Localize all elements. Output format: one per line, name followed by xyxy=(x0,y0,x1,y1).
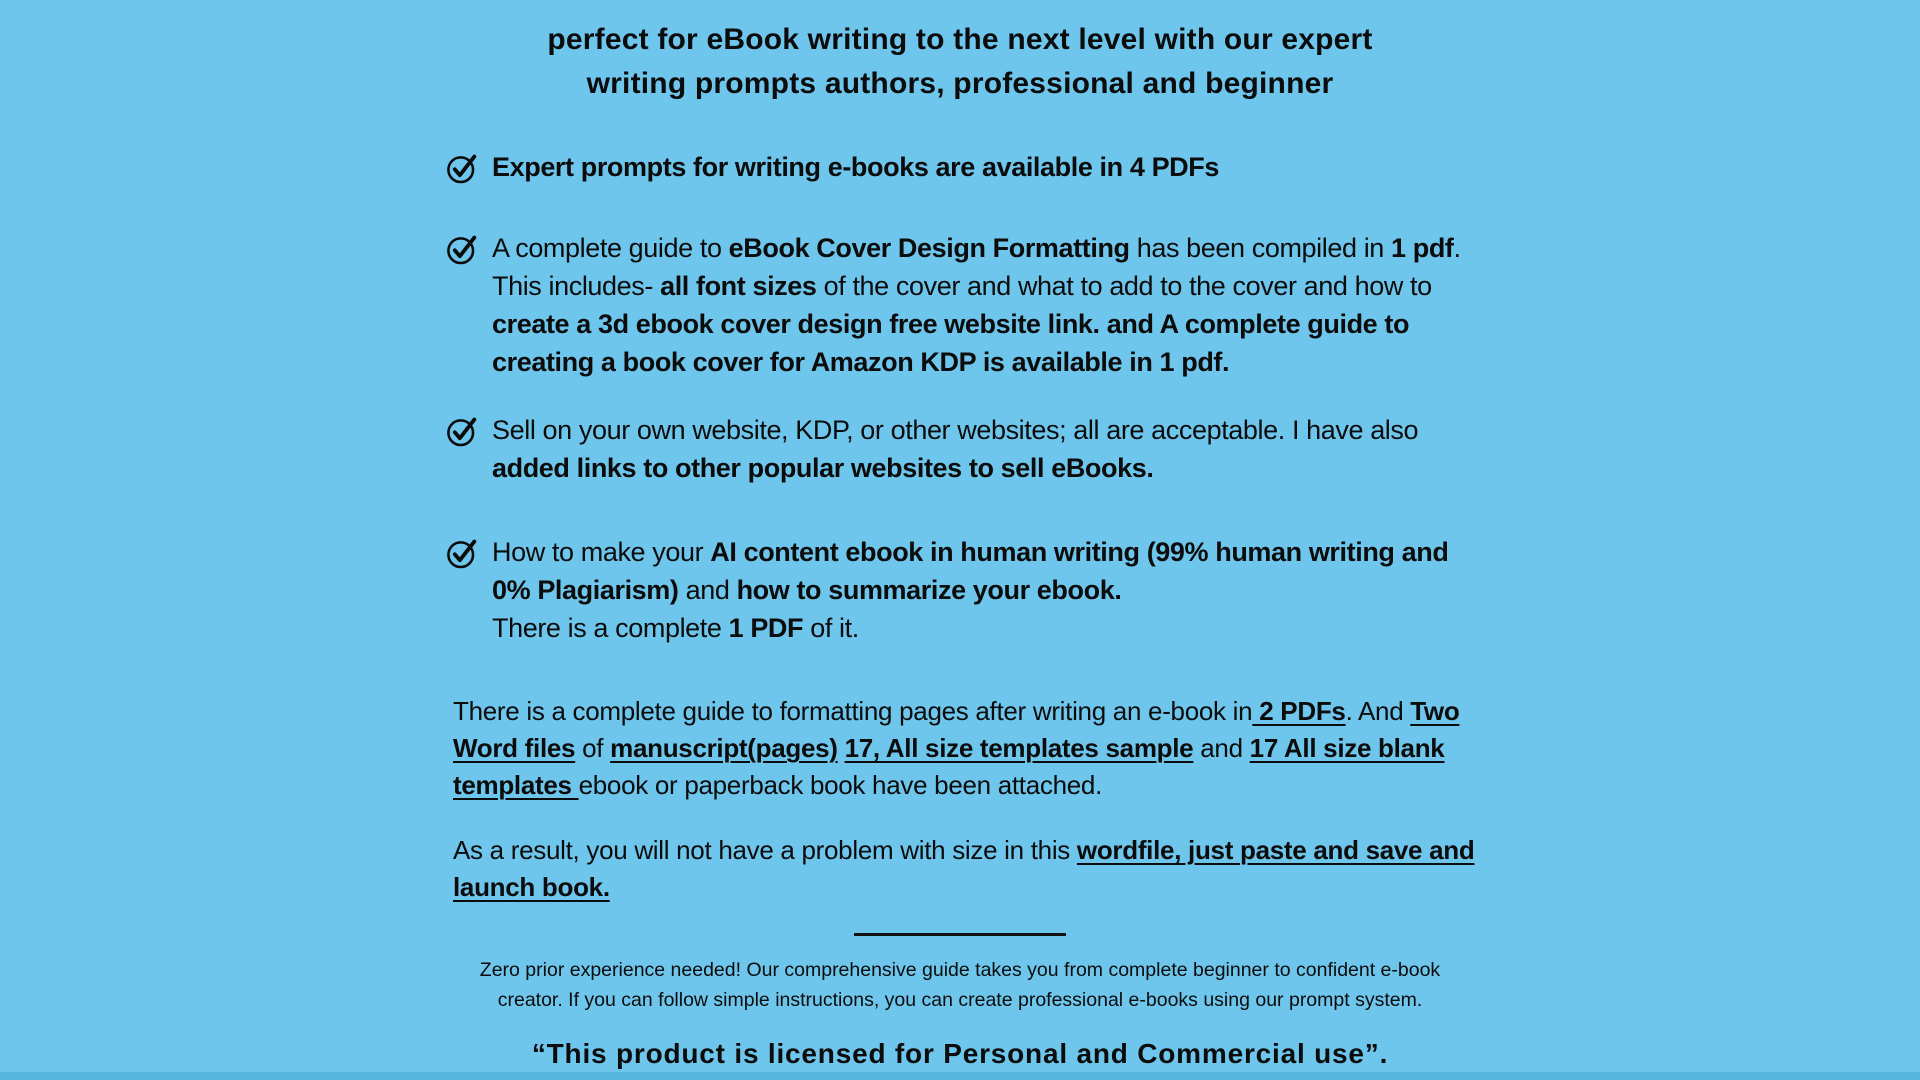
horizontal-divider xyxy=(854,933,1066,936)
checklist-item xyxy=(445,229,1475,381)
divider-row xyxy=(445,923,1475,941)
bottom-edge-bar xyxy=(0,1072,1920,1080)
title-line-2: writing prompts authors, professional and beginner xyxy=(586,67,1334,100)
checklist-item-text: Sell on your own website, KDP, or other websites; all are acceptable. I have also added links to other popular websites to sell eBooks. xyxy=(492,415,1419,483)
paragraph-templates-info: There is a complete guide to formatting pages after writing an e-book in 2 PDFs. And Two Word files of manuscript(pages) 17, All size templates sample and 17 All size blank templates ebook or paperback book have been attached. xyxy=(453,696,1460,800)
checklist-item xyxy=(445,533,1475,647)
title-line-1: perfect for eBook writing to the next level with our expert xyxy=(547,23,1373,56)
checklist-item xyxy=(445,148,1475,195)
content-column xyxy=(445,0,1475,1071)
checklist-item-text: How to make your AI content ebook in human writing (99% human writing and 0% Plagiarism) and how to summarize your ebook. There is a complete 1 PDF of it. xyxy=(492,537,1449,643)
check-circle-icon xyxy=(445,232,479,276)
checklist-item-text: A complete guide to eBook Cover Design Formatting has been compiled in 1 pdf. This includes- all font sizes of the cover and what to add to the cover and how to create a 3d ebook cover design free website link. and A complete guide to creating a book cover for Amazon KDP is available in 1 pdf. xyxy=(492,233,1461,377)
check-circle-icon xyxy=(445,536,479,580)
checklist-item-text: Expert prompts for writing e-books are available in 4 PDFs xyxy=(492,152,1219,182)
body-paragraphs xyxy=(445,693,1475,906)
checklist-item xyxy=(445,411,1475,487)
check-circle-icon xyxy=(445,414,479,458)
beginner-note: Zero prior experience needed! Our comprehensive guide takes you from complete beginner to confident e-book creator. If you can follow simple instructions, you can create professional e-books using our prompt system. xyxy=(479,959,1441,1011)
license-quote: “This product is licensed for Personal and Commercial use”. xyxy=(531,1038,1389,1069)
feature-checklist xyxy=(445,148,1475,647)
check-circle-icon xyxy=(445,151,479,195)
page-title xyxy=(445,18,1475,106)
paragraph-wordfile-info: As a result, you will not have a problem with size in this wordfile, just paste and save and launch book. xyxy=(453,835,1475,902)
